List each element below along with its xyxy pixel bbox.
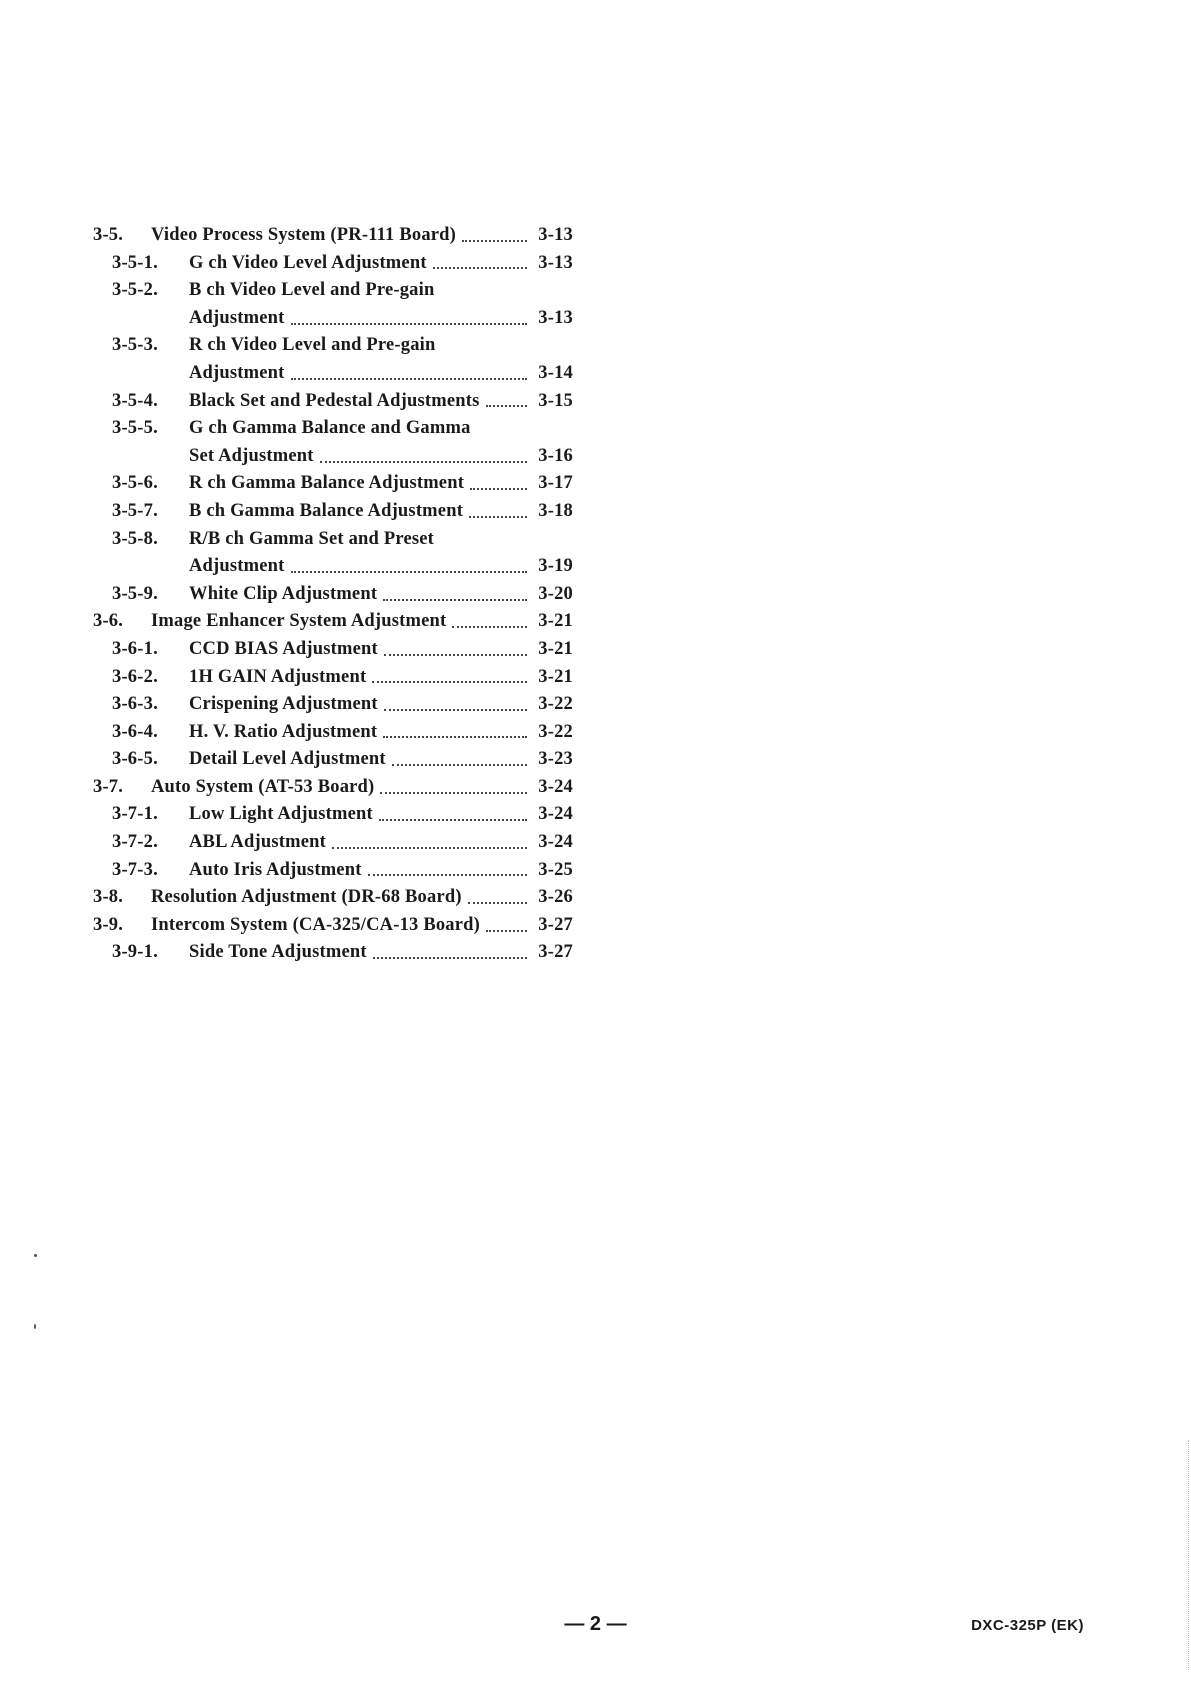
toc-entry-page: 3-17 bbox=[538, 473, 573, 494]
dot-leader bbox=[486, 405, 528, 407]
toc-entry-continuation bbox=[93, 360, 573, 388]
toc-entry-number: 3-8. bbox=[93, 887, 124, 908]
toc-entry-page: 3-18 bbox=[538, 500, 573, 521]
toc-entry-title: Image Enhancer System Adjustment bbox=[151, 611, 447, 632]
toc-entry-title: Adjustment bbox=[189, 307, 285, 328]
dot-leader bbox=[384, 654, 527, 656]
toc-entry-page: 3-21 bbox=[538, 611, 573, 632]
dot-leader bbox=[320, 461, 527, 463]
toc-entry bbox=[93, 388, 573, 416]
toc-entry-number: 3-6-1. bbox=[112, 638, 158, 659]
toc-entry-number: 3-5-8. bbox=[112, 528, 158, 549]
toc-entry-page: 3-13 bbox=[538, 307, 573, 328]
toc-entry-page: 3-24 bbox=[538, 776, 573, 797]
dot-leader bbox=[470, 488, 527, 490]
toc-entry-page: 3-20 bbox=[538, 583, 573, 604]
toc-entry-title: G ch Video Level Adjustment bbox=[189, 252, 427, 273]
toc-entry bbox=[93, 829, 573, 857]
dot-leader bbox=[468, 902, 527, 904]
toc-entry bbox=[93, 332, 573, 360]
toc-entry-title: Black Set and Pedestal Adjustments bbox=[189, 390, 480, 411]
toc-entry-page: 3-13 bbox=[538, 252, 573, 273]
toc-entry-page: 3-23 bbox=[538, 749, 573, 770]
toc-entry bbox=[93, 912, 573, 940]
toc-entry-title: Auto System (AT-53 Board) bbox=[151, 776, 375, 797]
toc-entry bbox=[93, 277, 573, 305]
toc-entry-number: 3-5. bbox=[93, 225, 124, 245]
page-number: — 2 — bbox=[564, 1613, 627, 1635]
toc-entry-page: 3-19 bbox=[538, 556, 573, 577]
toc-entry-title: Resolution Adjustment (DR-68 Board) bbox=[151, 887, 462, 908]
dot-leader bbox=[291, 378, 527, 380]
toc-entry bbox=[93, 939, 573, 967]
toc-entry-title: Adjustment bbox=[189, 556, 285, 577]
toc-entry-number: 3-7-1. bbox=[112, 804, 158, 825]
toc-entry-title: ABL Adjustment bbox=[189, 832, 326, 853]
dot-leader bbox=[368, 874, 527, 876]
dot-leader bbox=[433, 267, 527, 269]
toc-entry-title: Video Process System (PR-111 Board) bbox=[151, 225, 457, 245]
toc-entry-title: B ch Gamma Balance Adjustment bbox=[189, 500, 464, 521]
toc-entry bbox=[93, 415, 573, 443]
toc-entry-page: 3-22 bbox=[538, 721, 573, 742]
toc-entry-title: H. V. Ratio Adjustment bbox=[189, 721, 378, 742]
toc-entry-number: 3-5-2. bbox=[112, 280, 158, 301]
toc-entry bbox=[93, 608, 573, 636]
toc-entry-page: 3-15 bbox=[538, 390, 573, 411]
toc-entry-continuation bbox=[93, 305, 573, 333]
dot-leader bbox=[384, 709, 527, 711]
model-number: DXC-325P (EK) bbox=[971, 1617, 1084, 1634]
toc-entry-number: 3-5-1. bbox=[112, 252, 158, 273]
toc-entry-number: 3-5-4. bbox=[112, 390, 158, 411]
toc-entry bbox=[93, 691, 573, 719]
scan-speck bbox=[34, 1324, 36, 1329]
toc-entry-number: 3-5-6. bbox=[112, 473, 158, 494]
toc-entry-number: 3-5-9. bbox=[112, 583, 158, 604]
toc-entry-title: Side Tone Adjustment bbox=[189, 942, 367, 963]
toc-entry-page: 3-16 bbox=[538, 445, 573, 466]
toc-entry-number: 3-6-2. bbox=[112, 666, 158, 687]
toc-entry-title: Intercom System (CA-325/CA-13 Board) bbox=[151, 914, 481, 935]
toc-entry-number: 3-6. bbox=[93, 611, 124, 632]
toc-entry-number: 3-9. bbox=[93, 914, 124, 935]
dot-leader bbox=[372, 681, 527, 683]
dot-leader bbox=[383, 736, 527, 738]
toc-entry-title: Crispening Adjustment bbox=[189, 694, 378, 715]
toc-entry bbox=[93, 250, 573, 278]
toc-entry-page: 3-21 bbox=[538, 666, 573, 687]
toc-entry-page: 3-24 bbox=[538, 804, 573, 825]
toc-entry-title: B ch Video Level and Pre-gain bbox=[189, 280, 435, 301]
dot-leader bbox=[291, 571, 527, 573]
toc-entry-title: R ch Video Level and Pre-gain bbox=[189, 335, 436, 356]
toc-entry-page: 3-14 bbox=[538, 362, 573, 383]
toc-entry-number: 3-6-5. bbox=[112, 749, 158, 770]
dot-leader bbox=[383, 599, 527, 601]
dot-leader bbox=[380, 792, 527, 794]
toc-entry-title: Low Light Adjustment bbox=[189, 804, 373, 825]
toc-entry-page: 3-22 bbox=[538, 694, 573, 715]
toc-entry-number: 3-5-3. bbox=[112, 335, 158, 356]
toc-entry bbox=[93, 884, 573, 912]
toc-entry bbox=[93, 774, 573, 802]
dot-leader bbox=[379, 819, 527, 821]
dot-leader bbox=[291, 323, 527, 325]
scan-edge bbox=[1188, 1440, 1189, 1670]
dot-leader bbox=[373, 957, 527, 959]
dot-leader bbox=[332, 847, 527, 849]
toc-entry-title: White Clip Adjustment bbox=[189, 583, 378, 604]
dot-leader bbox=[452, 626, 527, 628]
toc-entry-page: 3-25 bbox=[538, 859, 573, 880]
toc-entry-title: R ch Gamma Balance Adjustment bbox=[189, 473, 465, 494]
toc-entry-title: Set Adjustment bbox=[189, 445, 314, 466]
toc-entry-title: Detail Level Adjustment bbox=[189, 749, 386, 770]
toc-entry bbox=[93, 222, 573, 250]
toc-entry-number: 3-7. bbox=[93, 776, 124, 797]
dot-leader bbox=[462, 240, 527, 242]
toc-entry bbox=[93, 581, 573, 609]
dot-leader bbox=[469, 516, 527, 518]
toc-entry bbox=[93, 526, 573, 554]
toc-entry-page: 3-24 bbox=[538, 832, 573, 853]
toc-entry-page: 3-27 bbox=[538, 942, 573, 963]
toc-entry-title: 1H GAIN Adjustment bbox=[189, 666, 367, 687]
toc-entry bbox=[93, 801, 573, 829]
table-of-contents bbox=[93, 222, 573, 967]
dot-leader bbox=[486, 930, 527, 932]
toc-entry-title: Auto Iris Adjustment bbox=[189, 859, 362, 880]
toc-entry-page: 3-13 bbox=[538, 225, 573, 245]
toc-entry-number: 3-9-1. bbox=[112, 942, 158, 963]
dot-leader bbox=[392, 764, 527, 766]
toc-entry-number: 3-5-7. bbox=[112, 500, 158, 521]
toc-entry-continuation bbox=[93, 443, 573, 471]
toc-entry bbox=[93, 857, 573, 885]
toc-entry-title: G ch Gamma Balance and Gamma bbox=[189, 418, 471, 439]
toc-entry-title: R/B ch Gamma Set and Preset bbox=[189, 528, 435, 549]
toc-entry-number: 3-6-4. bbox=[112, 721, 158, 742]
toc-entry-page: 3-27 bbox=[538, 914, 573, 935]
toc-entry-title: Adjustment bbox=[189, 362, 285, 383]
toc-entry bbox=[93, 470, 573, 498]
scan-speck bbox=[34, 1254, 37, 1257]
toc-entry-page: 3-21 bbox=[538, 638, 573, 659]
toc-entry-number: 3-7-2. bbox=[112, 832, 158, 853]
toc-entry bbox=[93, 719, 573, 747]
toc-entry-page: 3-26 bbox=[538, 887, 573, 908]
toc-entry-number: 3-6-3. bbox=[112, 694, 158, 715]
toc-entry bbox=[93, 498, 573, 526]
toc-entry-number: 3-7-3. bbox=[112, 859, 158, 880]
toc-entry bbox=[93, 746, 573, 774]
toc-entry-title: CCD BIAS Adjustment bbox=[189, 638, 378, 659]
toc-entry bbox=[93, 664, 573, 692]
toc-entry-continuation bbox=[93, 553, 573, 581]
toc-entry-number: 3-5-5. bbox=[112, 418, 158, 439]
toc-entry bbox=[93, 636, 573, 664]
